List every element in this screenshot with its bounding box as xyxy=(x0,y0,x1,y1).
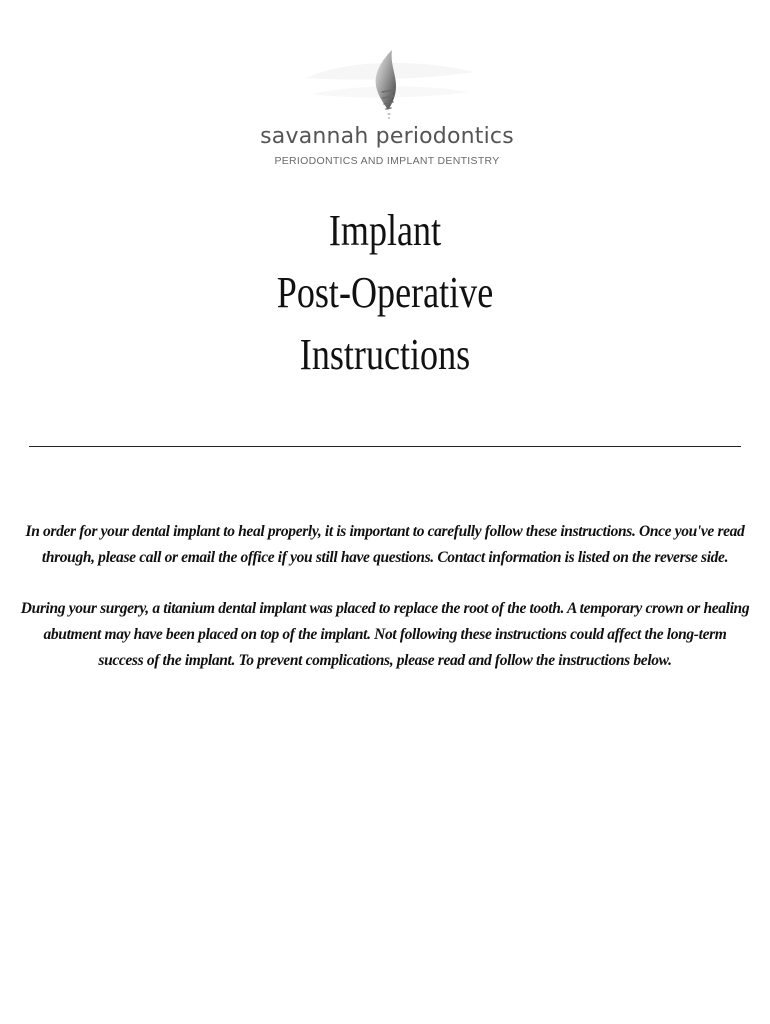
practice-tagline: PERIODONTICS AND IMPLANT DENTISTRY xyxy=(274,155,500,167)
intro-paragraph-1: In order for your dental implant to heal properly, it is important to carefully follow these instructions. Once you've read through, please call or email the office if you still have questions. Contact information is listed on the reverse side. xyxy=(25,523,745,566)
title-line-2: Post-Operative xyxy=(276,268,494,317)
horizontal-divider xyxy=(29,446,741,447)
practice-logo xyxy=(0,48,770,178)
title-line-1: Implant xyxy=(328,206,442,255)
title-line-3: Instructions xyxy=(299,330,471,379)
implant-flame-icon xyxy=(296,48,482,122)
practice-name: savannah periodontics xyxy=(260,124,514,149)
intro-paragraph-2: During your surgery, a titanium dental implant was placed to replace the root of the tooth. A temporary crown or healing abutment may have been placed on top of the implant. Not following these instructions could affect the long-term success of the implant. To prevent complications, please read and follow the instructions below. xyxy=(20,600,750,669)
document-title xyxy=(69,200,700,386)
